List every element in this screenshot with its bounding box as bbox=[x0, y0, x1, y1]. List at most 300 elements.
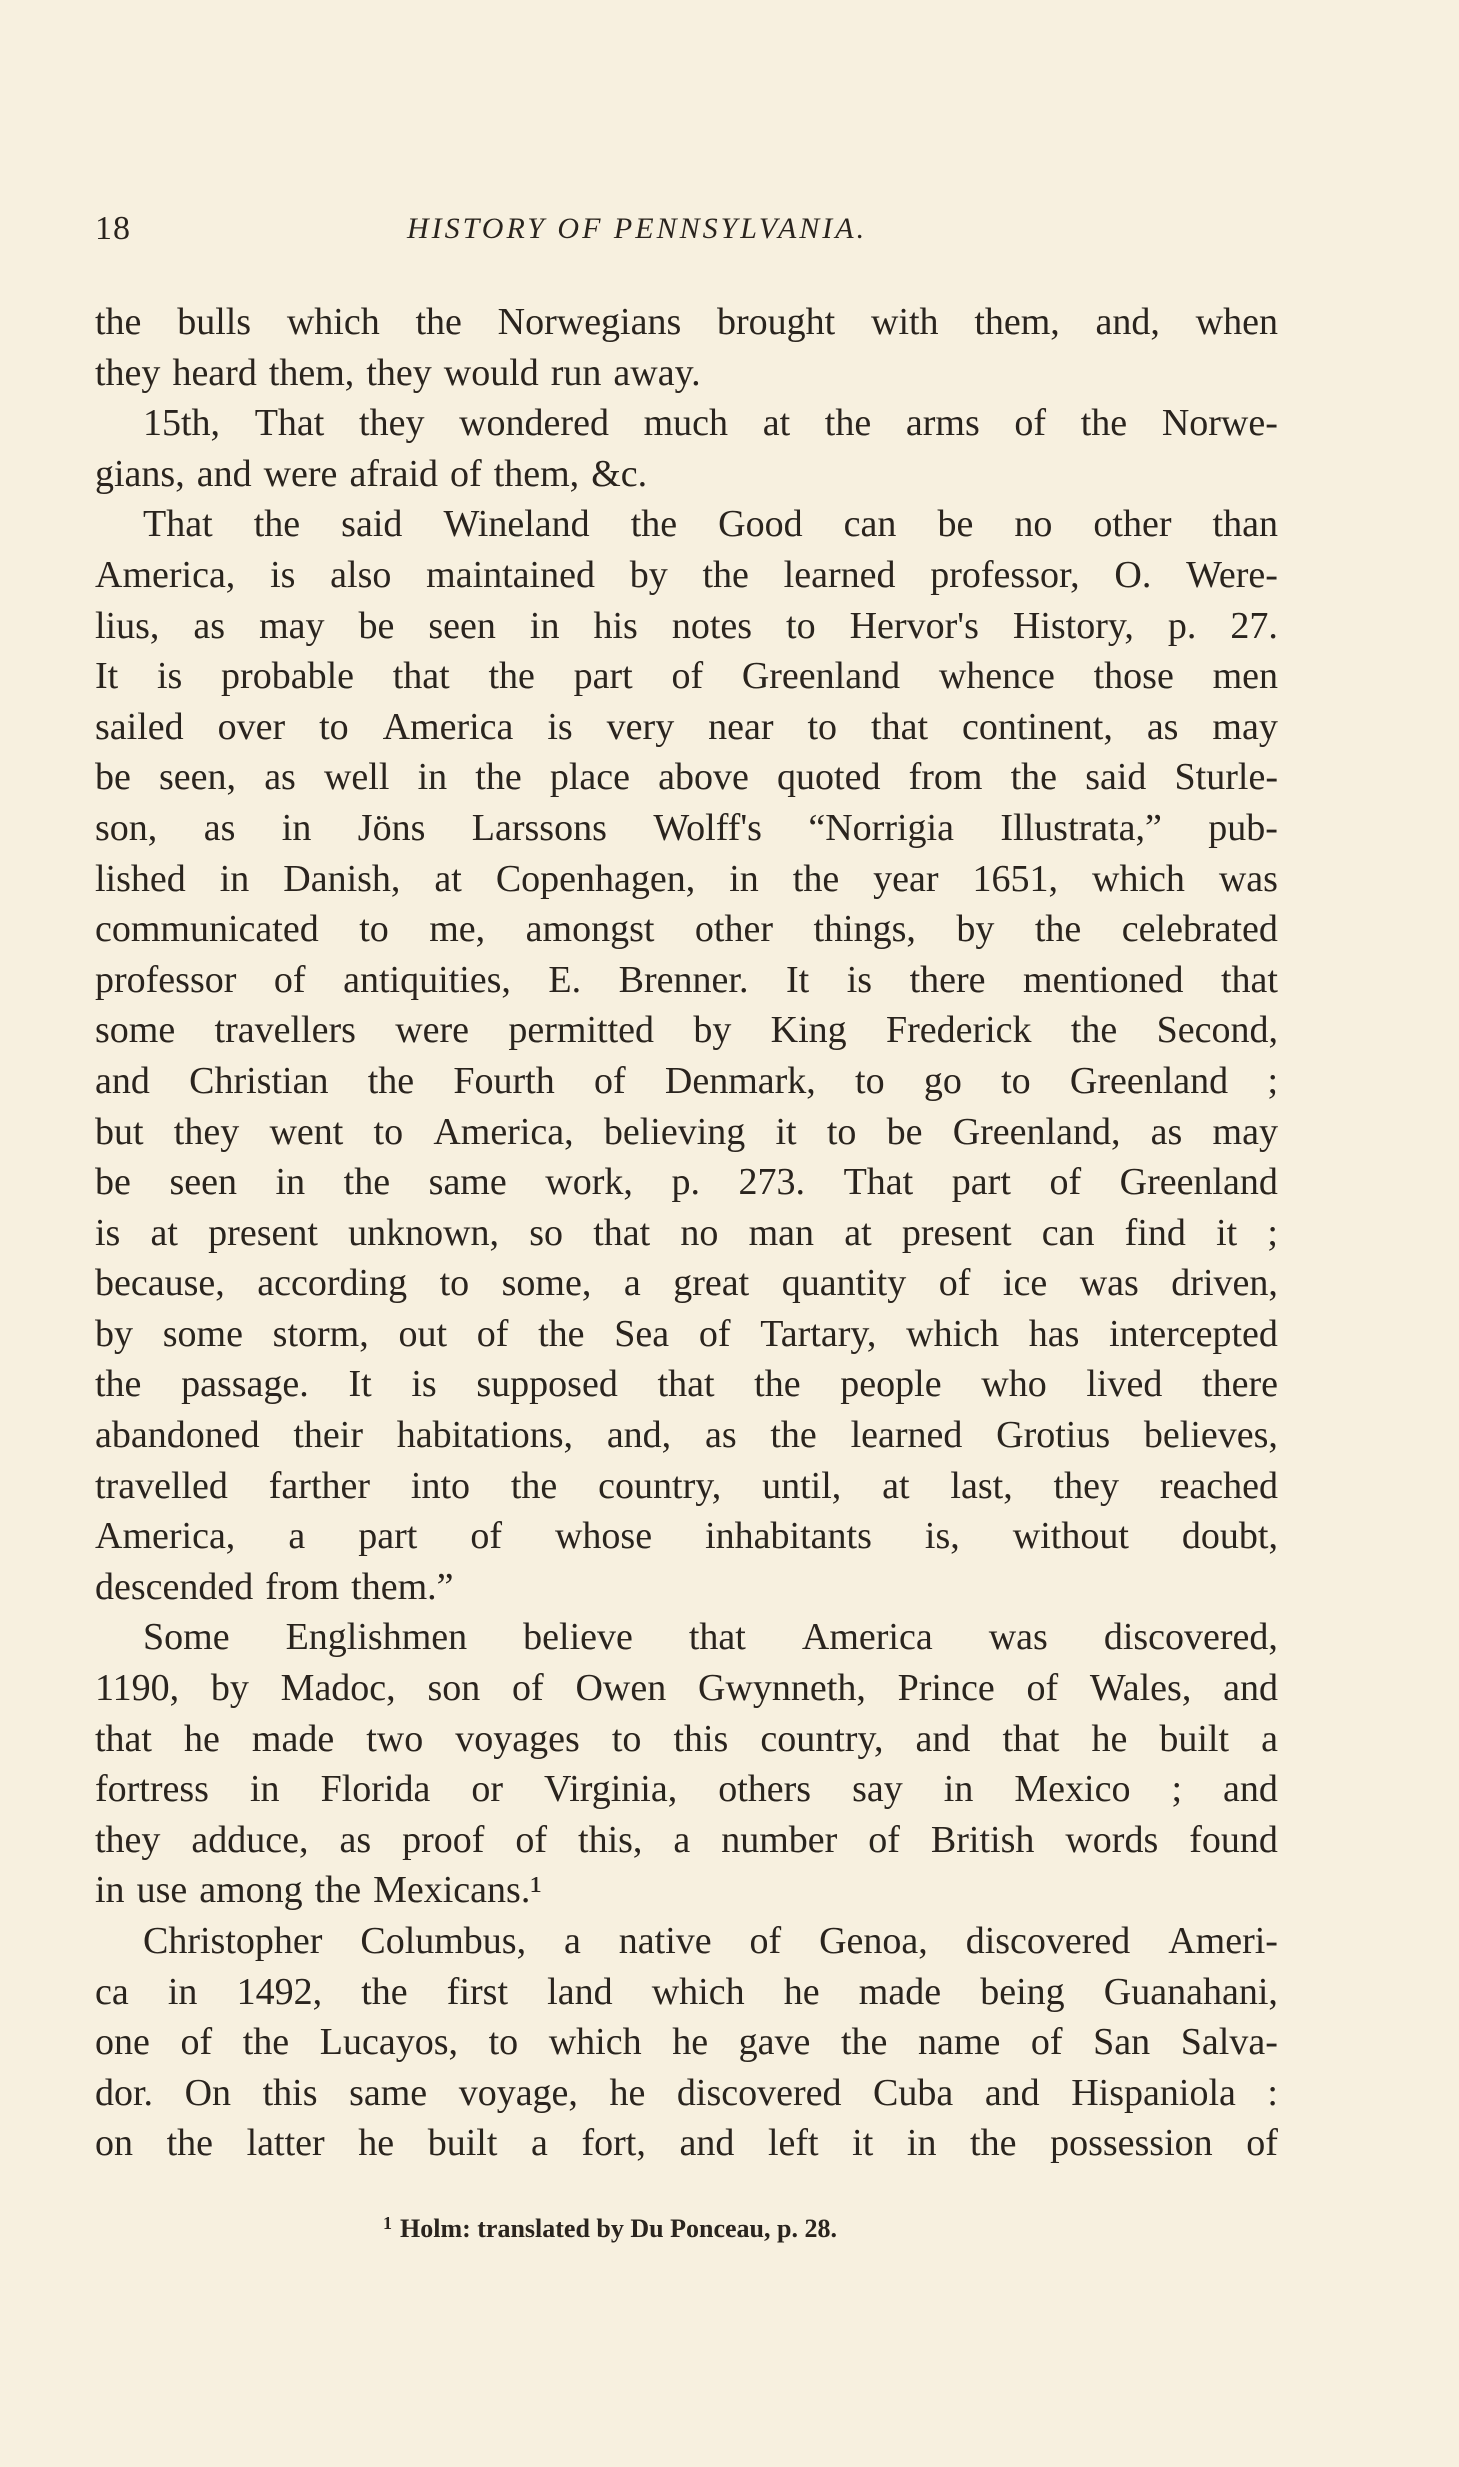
word: those bbox=[1093, 655, 1174, 698]
word: by bbox=[210, 1667, 249, 1710]
word: antiquities, bbox=[343, 958, 511, 1001]
word: Guanahani, bbox=[1103, 1970, 1278, 2013]
text-line bbox=[95, 651, 1278, 702]
word: Norwegians bbox=[497, 301, 682, 343]
word: King bbox=[770, 1009, 847, 1052]
word: a bbox=[288, 1515, 306, 1558]
footnote-text: Holm: translated by Du Ponceau, p. 28. bbox=[400, 2214, 837, 2243]
word: learned bbox=[783, 553, 896, 596]
word: in bbox=[275, 1161, 306, 1204]
word: and bbox=[95, 1059, 150, 1102]
word: at bbox=[762, 402, 791, 445]
word: he bbox=[1091, 1717, 1128, 1760]
word: of bbox=[273, 958, 306, 1001]
word: Mexicans.¹ bbox=[373, 1869, 542, 1912]
word: latter bbox=[246, 2122, 325, 2165]
word: them, bbox=[493, 452, 580, 495]
word: That bbox=[254, 402, 325, 445]
word: the bbox=[1080, 402, 1128, 445]
word: two bbox=[366, 1717, 424, 1760]
word: which bbox=[651, 1970, 745, 2013]
word: the bbox=[166, 2122, 214, 2165]
word: part bbox=[951, 1161, 1011, 1204]
word: 15th, bbox=[143, 402, 221, 445]
word: with bbox=[871, 301, 939, 343]
word: well bbox=[323, 756, 390, 799]
text-line bbox=[95, 601, 1278, 652]
word: the bbox=[792, 857, 840, 900]
word: maintained bbox=[426, 553, 595, 596]
word: said bbox=[1085, 756, 1147, 799]
word: he bbox=[609, 2071, 646, 2114]
word: Ameri- bbox=[1168, 1920, 1278, 1962]
word: Salva- bbox=[1180, 2021, 1278, 2064]
word: me, bbox=[429, 908, 486, 951]
word: seen, bbox=[159, 756, 237, 799]
word: and bbox=[1223, 1667, 1278, 1710]
word: in bbox=[219, 857, 250, 900]
word: very bbox=[606, 705, 675, 748]
word: Christopher bbox=[143, 1920, 323, 1962]
word: intercepted bbox=[1109, 1312, 1278, 1355]
word: Wineland bbox=[443, 503, 590, 546]
word: Cuba bbox=[873, 2071, 954, 2114]
word: “Norrigia bbox=[808, 806, 954, 849]
word: above bbox=[658, 756, 749, 799]
word: the bbox=[475, 756, 522, 799]
word: to bbox=[826, 1110, 857, 1153]
word: a bbox=[1261, 1717, 1278, 1760]
word: one bbox=[95, 2021, 150, 2064]
word: It bbox=[348, 1363, 372, 1406]
word: Norwe- bbox=[1161, 402, 1278, 445]
text-line bbox=[95, 1461, 1278, 1512]
footnote bbox=[383, 2213, 837, 2244]
word: as bbox=[704, 1414, 737, 1457]
word: other bbox=[694, 908, 773, 951]
word: who bbox=[981, 1363, 1047, 1406]
text-line bbox=[95, 1865, 1278, 1916]
word: seen bbox=[169, 1161, 237, 1204]
word: is bbox=[95, 1211, 121, 1254]
word: he bbox=[672, 2021, 709, 2064]
page-number: 18 bbox=[95, 210, 131, 247]
word: of bbox=[671, 655, 704, 698]
word: notes bbox=[671, 604, 753, 647]
word: lius, bbox=[95, 604, 160, 647]
word: the bbox=[841, 2021, 888, 2064]
word: on bbox=[95, 2122, 133, 2165]
text-line bbox=[95, 398, 1278, 449]
word: into bbox=[410, 1464, 471, 1507]
word: which bbox=[548, 2021, 642, 2064]
word: of bbox=[868, 1818, 900, 1861]
word: probable bbox=[221, 655, 354, 698]
body-text bbox=[95, 297, 1278, 2169]
word: the bbox=[488, 655, 535, 698]
word: America, bbox=[95, 1515, 236, 1558]
word: discovered bbox=[676, 2071, 842, 2114]
text-line bbox=[95, 904, 1278, 955]
word: Sturle- bbox=[1174, 756, 1278, 799]
word: it bbox=[1216, 1211, 1238, 1254]
word: that bbox=[657, 1363, 715, 1406]
word: Englishmen bbox=[285, 1616, 468, 1659]
word: travellers bbox=[214, 1009, 356, 1052]
word: by bbox=[95, 1312, 133, 1355]
word: their bbox=[293, 1414, 364, 1457]
word: the bbox=[1010, 756, 1058, 799]
word: unknown, bbox=[348, 1211, 500, 1254]
text-line bbox=[95, 702, 1278, 753]
word: ; bbox=[1171, 1768, 1183, 1811]
word: that bbox=[871, 705, 928, 748]
word: of bbox=[1014, 402, 1047, 445]
word: be bbox=[358, 604, 395, 647]
word: O. bbox=[1114, 553, 1152, 596]
word: gave bbox=[738, 2021, 811, 2064]
word: America bbox=[382, 705, 514, 748]
word: discovered bbox=[965, 1920, 1131, 1962]
word: ice bbox=[1002, 1262, 1048, 1305]
word: them, bbox=[974, 301, 1060, 343]
text-line bbox=[95, 1815, 1278, 1866]
word: left bbox=[767, 2122, 819, 2165]
word: and bbox=[196, 452, 252, 495]
word: no bbox=[680, 1211, 719, 1254]
word: Genoa, bbox=[819, 1920, 928, 1962]
word: the bbox=[754, 1363, 801, 1406]
word: in bbox=[281, 806, 312, 849]
word: said bbox=[341, 503, 403, 546]
word: use bbox=[136, 1869, 188, 1912]
word: which bbox=[1092, 857, 1185, 900]
word: be bbox=[937, 503, 974, 546]
word: and bbox=[1223, 1768, 1278, 1811]
word: so bbox=[529, 1211, 564, 1254]
word: without bbox=[1012, 1515, 1129, 1558]
word: from bbox=[265, 1565, 340, 1608]
word: voyages bbox=[455, 1717, 580, 1760]
word: a bbox=[564, 1920, 581, 1962]
word: Brenner. bbox=[618, 958, 749, 1001]
word: be bbox=[95, 1161, 131, 1204]
word: was bbox=[988, 1616, 1048, 1659]
word: things, bbox=[813, 908, 916, 951]
text-line bbox=[95, 752, 1278, 803]
word: Hispaniola bbox=[1071, 2071, 1236, 2114]
word: that bbox=[95, 1717, 152, 1760]
word: number bbox=[721, 1818, 838, 1861]
word: some, bbox=[501, 1262, 592, 1305]
word: discovered, bbox=[1103, 1616, 1278, 1659]
word: first bbox=[446, 1970, 509, 2013]
word: in bbox=[417, 756, 448, 799]
word: some bbox=[162, 1312, 243, 1355]
word: and, bbox=[606, 1414, 672, 1457]
word: the bbox=[770, 1414, 817, 1457]
word: they bbox=[95, 1818, 161, 1861]
word: by bbox=[956, 908, 995, 951]
text-line bbox=[95, 1663, 1278, 1714]
word: wondered bbox=[459, 402, 609, 445]
word: they bbox=[1053, 1464, 1119, 1507]
word: part bbox=[573, 655, 633, 698]
word: until, bbox=[762, 1464, 842, 1507]
word: Fourth bbox=[453, 1059, 555, 1102]
word: p. bbox=[1167, 604, 1197, 647]
word: as bbox=[203, 806, 236, 849]
word: &c. bbox=[591, 452, 648, 495]
word: Were- bbox=[1186, 553, 1278, 596]
word: Greenland, bbox=[952, 1110, 1121, 1153]
word: he bbox=[358, 2122, 395, 2165]
word: afraid bbox=[349, 452, 439, 495]
word: amongst bbox=[525, 908, 655, 951]
word: which bbox=[286, 301, 380, 343]
word: proof bbox=[402, 1818, 485, 1861]
word: this bbox=[673, 1717, 729, 1760]
word: of bbox=[476, 1312, 509, 1355]
word: storm, bbox=[272, 1312, 369, 1355]
word: to bbox=[439, 1262, 470, 1305]
word: has bbox=[1028, 1312, 1080, 1355]
word: British bbox=[930, 1818, 1035, 1861]
word: of bbox=[1030, 2021, 1063, 2064]
word: he bbox=[184, 1717, 220, 1760]
word: p. bbox=[671, 1161, 700, 1204]
word: much bbox=[643, 402, 729, 445]
word: to bbox=[319, 705, 349, 748]
word: the bbox=[824, 402, 872, 445]
word: at bbox=[150, 1211, 178, 1254]
word: Wolff's bbox=[653, 806, 762, 849]
word: this bbox=[262, 2071, 318, 2114]
word: and bbox=[915, 1717, 971, 1760]
word: of bbox=[515, 1818, 548, 1861]
word: this, bbox=[578, 1818, 643, 1861]
word: the bbox=[343, 1161, 391, 1204]
word: made bbox=[251, 1717, 335, 1760]
word: to bbox=[359, 908, 389, 951]
word: can bbox=[1041, 1211, 1095, 1254]
word: travelled bbox=[95, 1464, 228, 1507]
word: celebrated bbox=[1121, 908, 1278, 951]
word: possession bbox=[1050, 2122, 1213, 2165]
word: Tartary, bbox=[760, 1312, 877, 1355]
word: Frederick bbox=[885, 1009, 1032, 1052]
word: Denmark, bbox=[664, 1059, 816, 1102]
word: a bbox=[673, 1818, 691, 1861]
word: last, bbox=[950, 1464, 1013, 1507]
word: of bbox=[180, 2021, 213, 2064]
word: the bbox=[242, 2021, 290, 2064]
word: 1190, bbox=[95, 1667, 180, 1710]
word: at bbox=[844, 1211, 872, 1254]
word: That bbox=[843, 1161, 914, 1204]
word: passage. bbox=[181, 1363, 309, 1406]
word: Grotius bbox=[996, 1414, 1111, 1457]
word: of bbox=[1246, 2122, 1278, 2165]
word: the bbox=[367, 1059, 415, 1102]
word: in bbox=[95, 1869, 125, 1912]
word: supposed bbox=[476, 1363, 618, 1406]
word: son, bbox=[95, 806, 158, 849]
word: may bbox=[259, 604, 325, 647]
word: : bbox=[1267, 2071, 1278, 2114]
word: the bbox=[1034, 908, 1082, 951]
word: 1492, bbox=[236, 1970, 323, 2013]
word: Sea bbox=[614, 1312, 670, 1355]
word: to bbox=[786, 604, 816, 647]
text-line bbox=[95, 1967, 1278, 2018]
word: in bbox=[529, 604, 560, 647]
word: of bbox=[1049, 1161, 1082, 1204]
word: went bbox=[269, 1110, 344, 1153]
word: whence bbox=[938, 655, 1055, 698]
word: they bbox=[366, 351, 432, 394]
text-line bbox=[95, 1107, 1278, 1158]
text-line bbox=[95, 1056, 1278, 1107]
text-line bbox=[95, 1208, 1278, 1259]
word: That bbox=[143, 503, 213, 546]
word: being bbox=[980, 1970, 1065, 2013]
text-line bbox=[95, 449, 1278, 500]
word: On bbox=[184, 2071, 232, 2114]
word: it bbox=[775, 1110, 797, 1153]
word: he bbox=[783, 1970, 820, 2013]
word: inhabitants bbox=[705, 1515, 872, 1558]
word: country, bbox=[598, 1464, 722, 1507]
word: of bbox=[938, 1262, 971, 1305]
word: believing bbox=[603, 1110, 746, 1153]
word: Copenhagen, bbox=[495, 857, 696, 900]
word: ca bbox=[95, 1970, 129, 2013]
word: ; bbox=[1267, 1059, 1278, 1102]
word: bulls bbox=[177, 301, 252, 343]
word: at bbox=[882, 1464, 910, 1507]
word: the bbox=[253, 503, 301, 546]
word: were bbox=[395, 1009, 470, 1052]
word: to bbox=[611, 1717, 642, 1760]
word: History, bbox=[1012, 604, 1134, 647]
word: it bbox=[852, 2122, 874, 2165]
word: go bbox=[923, 1059, 962, 1102]
word: by bbox=[629, 553, 668, 596]
word: built bbox=[427, 2122, 498, 2165]
word: Owen bbox=[575, 1667, 667, 1710]
word: as bbox=[264, 756, 296, 799]
word: they bbox=[359, 402, 425, 445]
word: Jöns bbox=[357, 806, 426, 849]
text-line bbox=[95, 348, 1278, 399]
footnote-marker: 1 bbox=[383, 2213, 392, 2233]
word: Lucayos, bbox=[319, 2021, 458, 2064]
running-title: HISTORY OF PENNSYLVANIA. bbox=[407, 212, 868, 245]
word: were bbox=[263, 452, 338, 495]
word: would bbox=[443, 351, 539, 394]
word: no bbox=[1014, 503, 1053, 546]
word: when bbox=[1195, 301, 1278, 343]
word: a bbox=[531, 2122, 548, 2165]
word: believes, bbox=[1143, 1414, 1278, 1457]
word: Virginia, bbox=[544, 1768, 678, 1811]
text-line bbox=[95, 1359, 1278, 1410]
text-line bbox=[95, 1410, 1278, 1461]
word: the bbox=[510, 1464, 558, 1507]
word: the bbox=[702, 553, 749, 596]
word: farther bbox=[268, 1464, 371, 1507]
word: Gwynneth, bbox=[698, 1667, 866, 1710]
word: that bbox=[1002, 1717, 1060, 1760]
word: Greenland bbox=[741, 655, 901, 698]
word: his bbox=[593, 604, 638, 647]
text-line bbox=[95, 955, 1278, 1006]
word: same bbox=[349, 2071, 428, 2114]
word: built bbox=[1159, 1717, 1230, 1760]
word: brought bbox=[717, 301, 836, 343]
text-line bbox=[95, 1916, 1278, 1967]
word: men bbox=[1212, 655, 1278, 698]
word: may bbox=[1212, 705, 1278, 748]
word: to bbox=[373, 1110, 404, 1153]
word: abandoned bbox=[95, 1414, 260, 1457]
word: from bbox=[908, 756, 983, 799]
word: Greenland bbox=[1069, 1059, 1229, 1102]
word: sailed bbox=[95, 705, 184, 748]
word: as bbox=[193, 604, 226, 647]
text-line bbox=[95, 1612, 1278, 1663]
word: may bbox=[1212, 1110, 1278, 1153]
word: 27. bbox=[1230, 604, 1278, 647]
word: in bbox=[906, 2122, 937, 2165]
word: permitted bbox=[508, 1009, 654, 1052]
word: but bbox=[95, 1110, 144, 1153]
text-line bbox=[95, 1562, 1278, 1613]
word: is bbox=[270, 553, 296, 596]
word: of bbox=[698, 1312, 731, 1355]
word: some bbox=[95, 1009, 176, 1052]
word: others bbox=[718, 1768, 812, 1811]
word: that bbox=[688, 1616, 746, 1659]
word: year bbox=[873, 857, 939, 900]
text-line bbox=[95, 1764, 1278, 1815]
word: voyage, bbox=[458, 2071, 578, 2114]
word: native bbox=[618, 1920, 712, 1962]
word: to bbox=[807, 705, 838, 748]
word: in bbox=[729, 857, 759, 900]
word: over bbox=[217, 705, 286, 748]
word: and, bbox=[1095, 301, 1160, 343]
word: Wales, bbox=[1089, 1667, 1192, 1710]
word: quoted bbox=[777, 756, 881, 799]
word: is bbox=[846, 958, 873, 1001]
word: among bbox=[199, 1869, 303, 1912]
text-line bbox=[95, 1309, 1278, 1360]
word: continent, bbox=[961, 705, 1113, 748]
word: can bbox=[843, 503, 897, 546]
word: the bbox=[538, 1312, 585, 1355]
word: be bbox=[886, 1110, 923, 1153]
word: Madoc, bbox=[280, 1667, 396, 1710]
word: is bbox=[156, 655, 183, 698]
word: in bbox=[249, 1768, 280, 1811]
word: heard bbox=[172, 351, 257, 394]
word: Illustrata,” bbox=[1000, 806, 1162, 849]
word: Danish, bbox=[283, 857, 401, 900]
word: in bbox=[167, 1970, 198, 2013]
word: to bbox=[488, 2021, 519, 2064]
